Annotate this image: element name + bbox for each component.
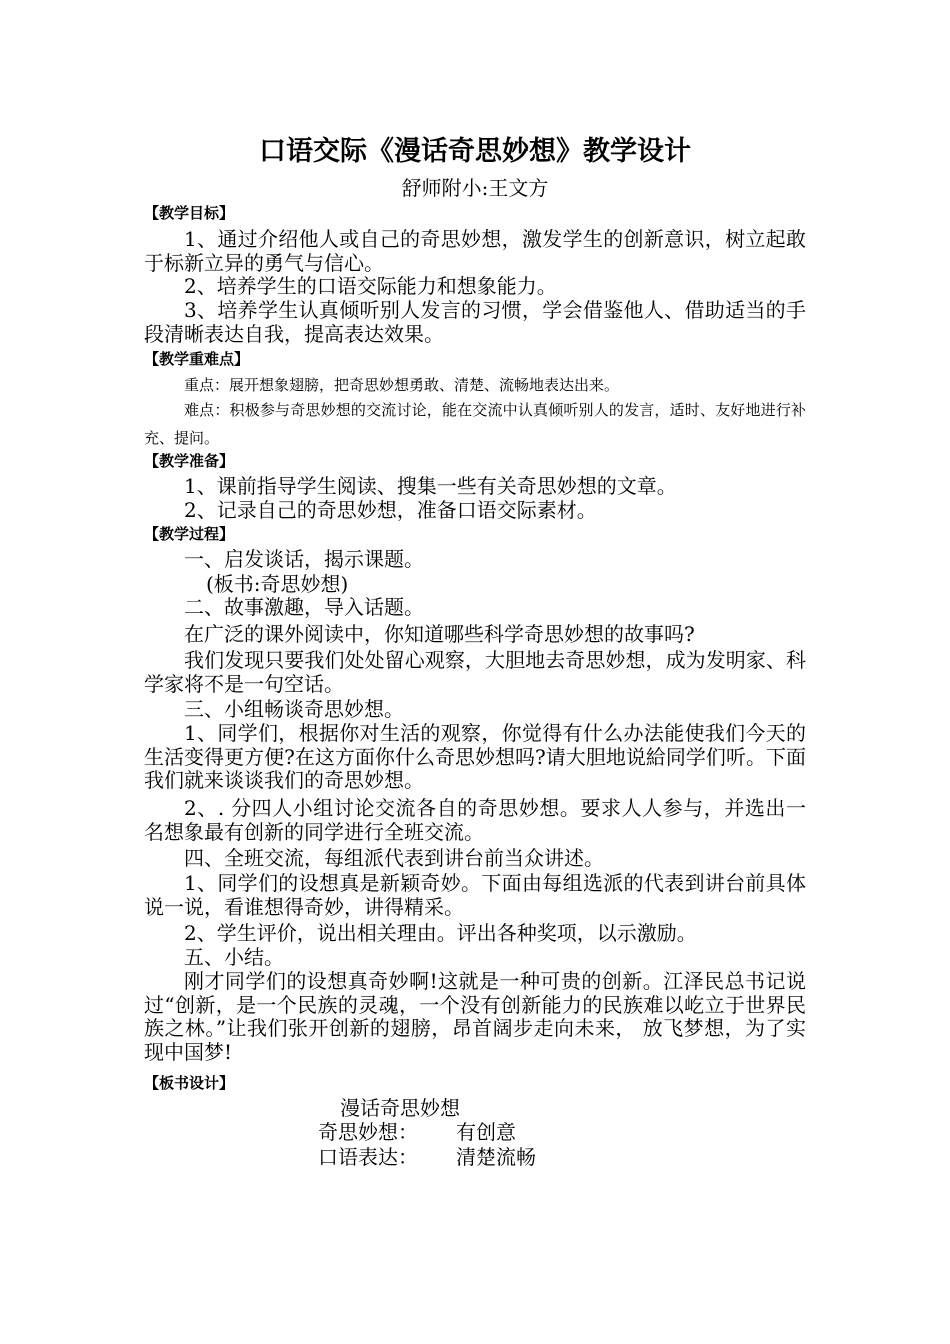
goals-heading: 【教学目标】 [144, 204, 235, 222]
preparation-heading: 【教学准备】 [144, 452, 235, 470]
difficulty-point: 难点：积极参与奇思妙想的交流讨论，能在交流中认真倾听别人的发言，适时、友好地进行补充、提问。 [144, 401, 806, 447]
focus-point: 重点：展开想象翅膀，把奇思妙想勇敢、清楚、流畅地表达出来。 [184, 376, 620, 394]
document-title: 口语交际《漫话奇思妙想》教学设计 [259, 136, 691, 167]
goal-item-3: 3、培养学生认真倾听别人发言的习惯，学会借鉴他人、借助适当的手段清晰表达自我，提高表达效果。 [144, 298, 806, 346]
process-line-7: 1、同学们，根据你对生活的观察，你觉得有什么办法能使我们今天的生活变得更方便?在这方面你什么奇思妙想吗?请大胆地说給同学们听。下面我们就来谈谈我们的奇思妙想。 [144, 721, 806, 792]
process-heading: 【教学过程】 [144, 525, 235, 543]
process-line-9: 四、全班交流，每组派代表到讲台前当众讲述。 [184, 846, 604, 870]
process-line-8: 2、. 分四人小组讨论交流各自的奇思妙想。要求人人参与，并选出一名想象最有创新的同学进行全班交流。 [144, 796, 806, 844]
process-line-13: 刚才同学们的设想真奇妙啊!这就是一种可贵的创新。江泽民总书记说过“创新，是一个民族的灵魂，一个没有创新能力的民族难以屹立于世界民族之林。”让我们张开创新的翅膀，昂首阔步走向未来， 放飞梦想，为了实现中国梦! [144, 969, 806, 1064]
process-line-5: 我们发现只要我们处处留心观察，大胆地去奇思妙想，成为发明家、科学家将不是一句空话。 [144, 648, 806, 696]
process-line-6: 三、小组畅谈奇思妙想。 [184, 697, 404, 721]
key-points-heading: 【教学重难点】 [144, 350, 250, 368]
process-line-1: 一、启发谈话，揭示课题。 [184, 547, 424, 571]
board-row-label: 口语表达： [318, 1145, 418, 1169]
goal-item-1: 1、通过介绍他人或自己的奇思妙想，激发学生的创新意识，树立起敢于标新立异的勇气与信心。 [144, 227, 806, 275]
document-author: 舒师附小:王文方 [401, 176, 549, 200]
board-row-value: 有创意 [456, 1120, 516, 1144]
preparation-item-1: 1、课前指导学生阅读、搜集一些有关奇思妙想的文章。 [184, 474, 677, 498]
process-line-4: 在广泛的课外阅读中，你知道哪些科学奇思妙想的故事吗? [184, 622, 695, 646]
board-heading: 【板书设计】 [144, 1074, 235, 1092]
goal-item-2: 2、培养学生的口语交际能力和想象能力。 [184, 274, 557, 298]
preparation-item-2: 2、记录自己的奇思妙想，准备口语交际素材。 [184, 498, 597, 522]
process-line-12: 五、小结。 [184, 945, 284, 969]
process-line-11: 2、学生评价，说出相关理由。评出各种奖项，以示激励。 [184, 921, 697, 945]
process-line-10: 1、同学们的设想真是新颖奇妙。下面由每组选派的代表到讲台前具体说一说，看谁想得奇妙，讲得精采。 [144, 871, 806, 919]
board-title: 漫话奇思妙想 [340, 1096, 460, 1120]
process-line-2: (板书:奇思妙想) [206, 572, 349, 596]
process-line-3: 二、故事激趣，导入话题。 [184, 595, 424, 619]
board-row-value: 清楚流畅 [456, 1145, 536, 1169]
board-row-label: 奇思妙想： [318, 1120, 418, 1144]
